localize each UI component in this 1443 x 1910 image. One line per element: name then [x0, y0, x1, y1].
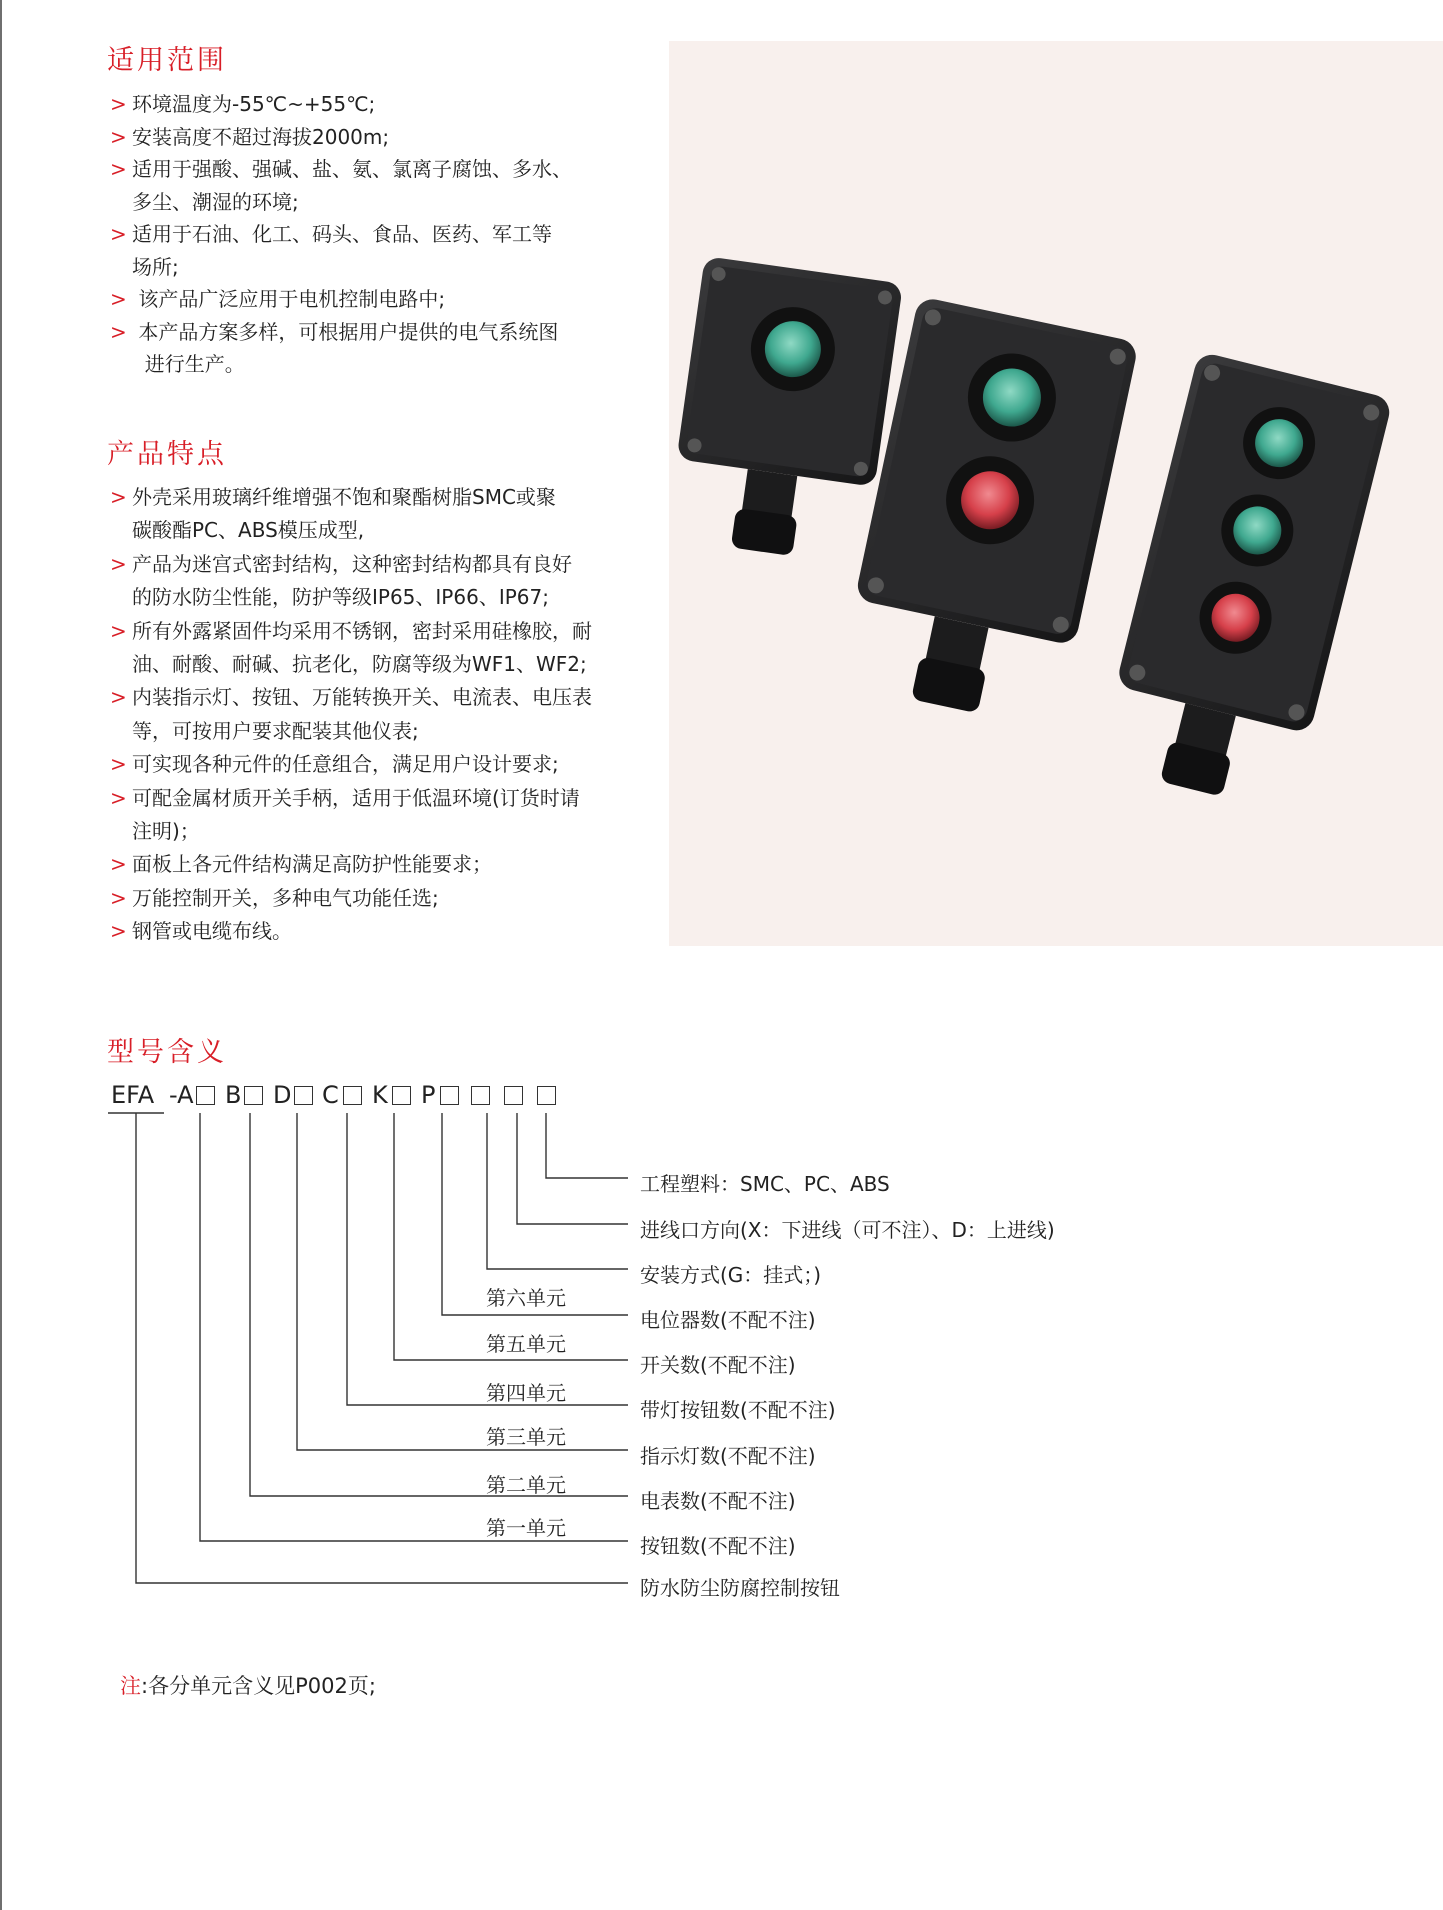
code-part-a: -A [169, 1081, 194, 1109]
list-item: 的防水防尘性能，防护等级IP65、IP66、IP67; [132, 585, 549, 610]
model-label-switch: 开关数(不配不注) [640, 1353, 796, 1377]
list-item: > 外壳采用玻璃纤维增强不饱和聚酯树脂SMC或聚 [110, 485, 556, 509]
model-unit-2: 第二单元 [486, 1473, 566, 1497]
model-label-mounting: 安装方式(G：挂式；) [640, 1263, 822, 1287]
model-unit-3: 第三单元 [486, 1425, 566, 1449]
list-item: > 所有外露紧固件均采用不锈钢，密封采用硅橡胶，耐 [110, 618, 592, 643]
list-item: > 内装指示灯、按钮、万能转换开关、电流表、电压表 [110, 685, 592, 710]
list-item: 注明)； [132, 819, 200, 844]
code-box [244, 1086, 263, 1105]
model-unit-5: 第五单元 [486, 1332, 566, 1356]
model-label-potentiometer: 电位器数(不配不注) [640, 1308, 816, 1332]
scope-list [110, 88, 572, 381]
code-part-d: D [273, 1081, 292, 1109]
list-item: > 产品为迷宫式密封结构，这种密封结构都具有良好 [110, 551, 572, 576]
footnote-prefix: 注 [120, 1674, 141, 1698]
code-box [196, 1086, 215, 1105]
list-item: > 万能控制开关，多种电气功能任选; [110, 885, 439, 910]
list-item: > 可配金属材质开关手柄，适用于低温环境(订货时请 [110, 785, 580, 810]
code-box [537, 1086, 556, 1105]
model-unit-6: 第六单元 [486, 1286, 566, 1310]
code-part-p: P [421, 1081, 436, 1109]
list-item: 场所; [132, 254, 179, 279]
model-heading: 型号含义 [107, 1037, 227, 1068]
list-item: > 可实现各种元件的任意组合，满足用户设计要求; [110, 752, 559, 777]
model-label-inlet: 进线口方向(X：下进线（可不注）、D：上进线) [640, 1218, 1055, 1242]
model-label-indicator: 指示灯数(不配不注) [640, 1444, 816, 1468]
page-left-rule [0, 0, 2, 1910]
code-part-efa: EFA [111, 1081, 155, 1109]
scope-heading: 适用范围 [107, 45, 227, 76]
model-label-material: 工程塑料：SMC、PC、ABS [640, 1172, 890, 1196]
list-item: 碳酸酯PC、ABS模压成型, [132, 518, 365, 543]
model-unit-4: 第四单元 [486, 1381, 566, 1405]
model-label-product: 防水防尘防腐控制按钮 [640, 1576, 840, 1600]
list-item: > 安装高度不超过海拔2000m; [110, 124, 390, 149]
code-box [392, 1086, 411, 1105]
list-item: > 本产品方案多样，可根据用户提供的电气系统图 [110, 319, 559, 344]
footnote-text: :各分单元含义见P002页; [141, 1674, 376, 1698]
code-box [294, 1086, 313, 1105]
list-item: 多尘、潮湿的环境; [132, 189, 299, 214]
features-list [110, 481, 592, 949]
model-label-meter: 电表数(不配不注) [640, 1489, 796, 1513]
list-item: 进行生产。 [144, 352, 245, 376]
list-item: 等，可按用户要求配装其他仪表; [132, 718, 419, 743]
code-box [504, 1086, 523, 1105]
footnote [120, 1670, 376, 1700]
list-item: > 环境温度为-55℃~+55℃; [110, 92, 376, 116]
code-box [471, 1086, 490, 1105]
code-box [343, 1086, 362, 1105]
list-item: > 钢管或电缆布线。 [110, 919, 292, 944]
model-unit-1: 第一单元 [486, 1516, 566, 1540]
list-item: 油、耐酸、耐碱、抗老化，防腐等级为WF1、WF2; [132, 652, 587, 677]
list-item: > 面板上各元件结构满足高防护性能要求； [110, 852, 492, 877]
list-item: > 适用于强酸、强碱、盐、氨、氯离子腐蚀、多水、 [110, 157, 572, 181]
model-label-button: 按钮数(不配不注) [640, 1534, 796, 1558]
code-part-c: C [322, 1081, 339, 1109]
code-part-b: B [225, 1081, 242, 1109]
model-label-lit-button: 带灯按钮数(不配不注) [640, 1398, 836, 1422]
code-box [440, 1086, 459, 1105]
code-part-k: K [372, 1081, 388, 1109]
explosion-proof-control-box-icon [669, 41, 1443, 946]
list-item: > 该产品广泛应用于电机控制电路中; [110, 287, 446, 311]
list-item: > 适用于石油、化工、码头、食品、医药、军工等 [110, 222, 552, 246]
product-photo [669, 41, 1443, 946]
features-heading: 产品特点 [107, 439, 227, 470]
